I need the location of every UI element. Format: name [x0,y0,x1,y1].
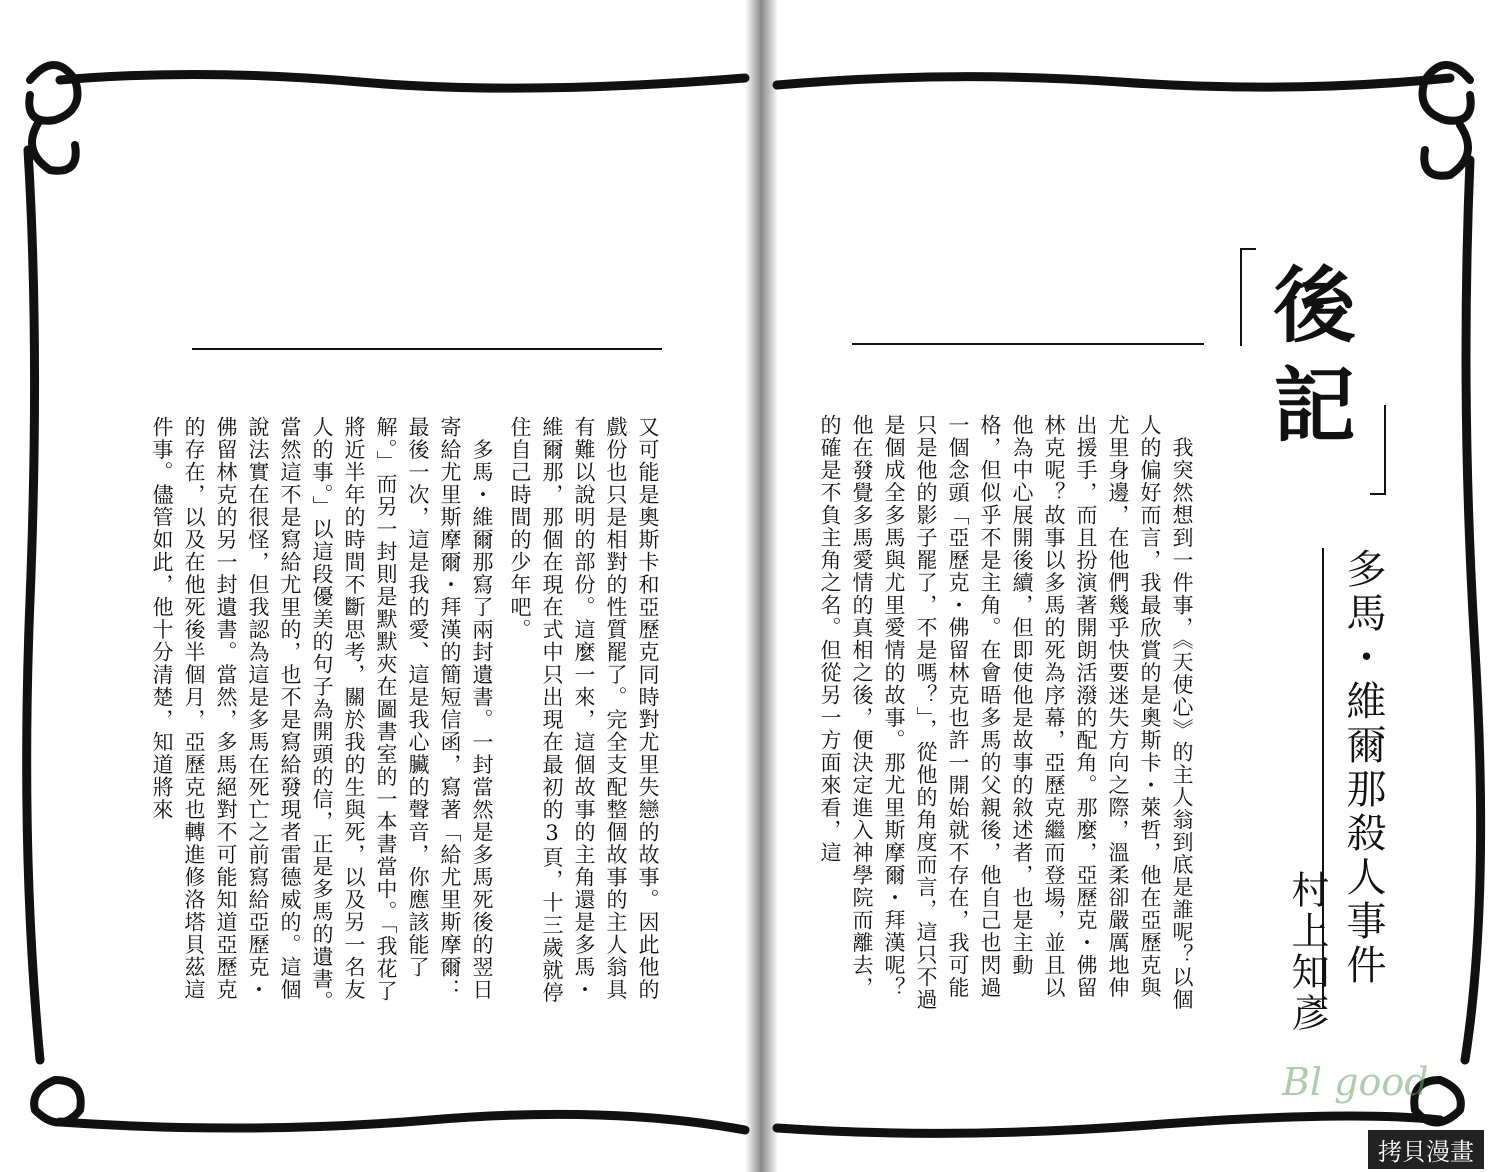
left-frame-bottom [60,1114,745,1130]
corner-ornament-tr2 [1424,125,1468,176]
page-title: 後記 [1260,262,1355,462]
right-frame-bottom [777,1116,1440,1133]
left-frame-top [60,74,745,88]
corner-ornament-tl2 [32,120,76,171]
left-paragraph-1: 又可能是奧斯卡和亞歷克同時對尤里失戀的故事。因此他的戲份也只是相對的性質罷了。完全支配整個故事的主人翁具有難以說明的部份。這麼一來，這個故事的主角還是多馬・維爾那，那個在現在式中只出現在最初的3頁，十三歲就停住自己時間的少年吧。 [508,416,660,1004]
left-frame-side [27,150,40,1060]
right-page-rule [852,343,1204,345]
title-bracket-top [1240,248,1256,346]
author-name: 村上知彥 [1285,870,1329,1034]
corner-ornament-tl [29,65,77,121]
corner-ornament-bl [34,1080,81,1123]
right-frame-top [777,77,1450,87]
watermark-logo: Bl good [1282,1060,1429,1104]
right-paragraph-1: 我突然想到一件事，《天使心》的主人翁到底是誰呢？以個人的偏好而言，我最欣賞的是奧斯卡・萊哲，他在亞歷克與尤里身邊，在他們幾乎快要迷失方向之際，溫柔卻嚴厲地伸出援手，而且扮演著開朗活潑的配角。那麼，亞歷克・佛留林克呢？故事以多馬的死為序幕，亞歷克繼而登場，並且以他為中心展開後續，但即使他是故事的敘述者，也是主動格，但似乎不是主角。在會晤多馬的父親後，他自己也閃過一個念頭「亞歷克・佛留林克也許一開始就不存在，我可能只是他的影子罷了，不是嗎？」，從他的角度而言，這只不過是個成全多馬與尤里愛情的故事。那尤里斯摩爾・拜漢呢？他在發覺多馬愛情的真相之後，便決定進入神學院而離去，的確是不負主角之名。但從另一方面來看，這 [818,414,1194,1011]
story-subtitle: 多馬・維爾那殺人事件 [1340,548,1386,988]
corner-ornament-tr [1423,65,1471,121]
title-bracket-bottom [1370,405,1386,495]
watermark-badge: 拷貝漫畫 [1368,1130,1484,1169]
right-frame-side [1465,160,1481,1060]
left-page-rule [192,348,662,350]
left-paragraph-2: 多馬・維爾那寫了兩封遺書。一封當然是多馬死後的翌日寄給尤里斯摩爾・拜漢的簡短信函，寫著「給尤里斯摩爾：最後一次，這是我的愛、這是我心臟的聲音，你應該能了解。」而另一封則是默默夾在圖書室的一本書當中。「我花了將近半年的時間不斷思考，關於我的生與死，以及另一名友人的事。」以這段優美的句子為開頭的信，正是多馬的遺書。當然這不是寫給尤里的，也不是寫給發現者雷德威的。這個說法實在很怪，但我認為這是多馬在死亡之前寫給亞歷克・佛留林克的另一封遺書。當然，多馬絕對不可能知道亞歷克的存在，以及在他死後半個月，亞歷克也轉進修洛塔貝茲這件事。儘管如此，他十分清楚，知道將來 [150,416,494,1013]
